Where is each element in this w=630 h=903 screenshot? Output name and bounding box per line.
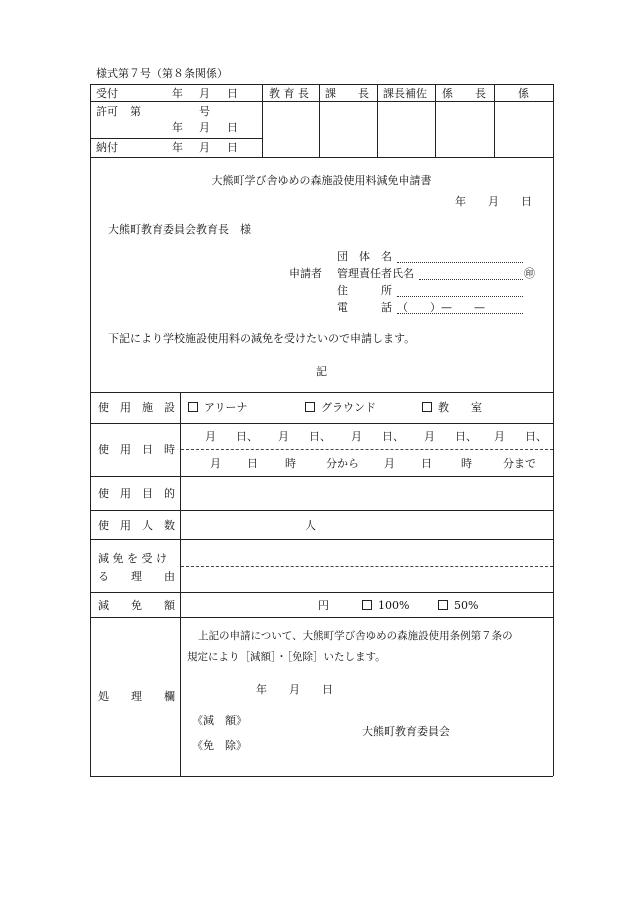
people-unit: 人 <box>305 519 316 532</box>
approver-kyoikucho: 教 育 長 <box>269 87 309 100</box>
ki-heading: 記 <box>316 365 327 378</box>
checkbox-icon <box>188 402 198 412</box>
kyoka-label: 許可 <box>96 105 118 118</box>
processing-date: 年 月 日 <box>256 683 333 696</box>
checkbox-icon <box>362 600 372 610</box>
amount-label: 減 免 額 <box>98 599 175 612</box>
approver-kakari: 係 <box>518 87 529 100</box>
uketsuke-label: 受付 <box>96 87 118 100</box>
people-label: 使 用 人 数 <box>98 519 175 532</box>
group-name-label: 団 体 名 <box>337 250 392 263</box>
header-block-bottom <box>90 157 553 158</box>
addressee: 大熊町教育委員会教育長 様 <box>108 223 251 236</box>
table-border-top <box>90 84 553 85</box>
facility-label: 使 用 施 設 <box>98 401 175 414</box>
table-border-left <box>90 84 91 776</box>
checkbox-icon <box>438 600 448 610</box>
approver-kakaricho: 係 長 <box>442 87 486 100</box>
processing-text-2: 規定により［減額］・［免除］いたします。 <box>187 651 386 663</box>
table-border-right <box>553 84 554 776</box>
processing-label: 処 理 欄 <box>98 690 175 703</box>
checkbox-icon <box>305 402 315 412</box>
approver-kacho-hosa: 課長補佐 <box>383 87 427 100</box>
issuer: 大熊町教育委員会 <box>362 725 450 738</box>
form-number: 様式第７号（第８条関係） <box>96 67 228 80</box>
phone-format: （ ）— — <box>397 301 485 314</box>
reason-field[interactable] <box>181 540 553 592</box>
manager-name-label: 管理責任者氏名 <box>337 267 414 280</box>
nofu-label: 納付 <box>96 141 118 154</box>
amount-unit: 円 <box>318 599 329 612</box>
processing-text-1: 上記の申請について、大熊町学び舎ゆめの森施設使用条例第７条の <box>198 630 513 642</box>
processing-option-reduce: 《減 額》 <box>192 714 247 727</box>
amount-option-100[interactable]: 100% <box>362 600 409 611</box>
reason-label-line2: る 理 由 <box>98 570 175 583</box>
purpose-field[interactable] <box>181 477 553 510</box>
application-date: 年 月 日 <box>455 195 532 208</box>
group-name-field[interactable] <box>397 262 523 263</box>
phone-label: 電 話 <box>337 301 392 314</box>
request-statement: 下記により学校施設使用料の減免を受けたいので申請します。 <box>108 332 416 345</box>
approver-header-divider <box>90 101 553 102</box>
office-row-divider <box>90 138 262 139</box>
checkbox-icon <box>422 402 432 412</box>
applicant-label: 申請者 <box>289 267 322 280</box>
facility-option-arena[interactable]: アリーナ <box>188 402 248 413</box>
seal-mark: ㊞ <box>524 267 535 280</box>
facility-option-classroom[interactable]: 教 室 <box>422 402 482 413</box>
reason-label-line1: 減 免 を 受 け <box>98 552 167 565</box>
table-border-bottom <box>90 776 553 777</box>
address-field[interactable] <box>397 296 523 297</box>
form-title: 大熊町学び舎ゆめの森施設使用料減免申請書 <box>211 174 432 187</box>
datetime-label: 使 用 日 時 <box>98 443 175 456</box>
amount-option-50[interactable]: 50% <box>438 600 478 611</box>
address-label: 住 所 <box>337 284 392 297</box>
manager-name-field[interactable] <box>419 279 523 280</box>
processing-option-exempt: 《免 除》 <box>192 739 247 752</box>
phone-field[interactable] <box>397 313 523 314</box>
facility-option-ground[interactable]: グラウンド <box>305 402 376 413</box>
purpose-label: 使 用 目 的 <box>98 487 175 500</box>
approver-kacho: 課 長 <box>325 87 369 100</box>
